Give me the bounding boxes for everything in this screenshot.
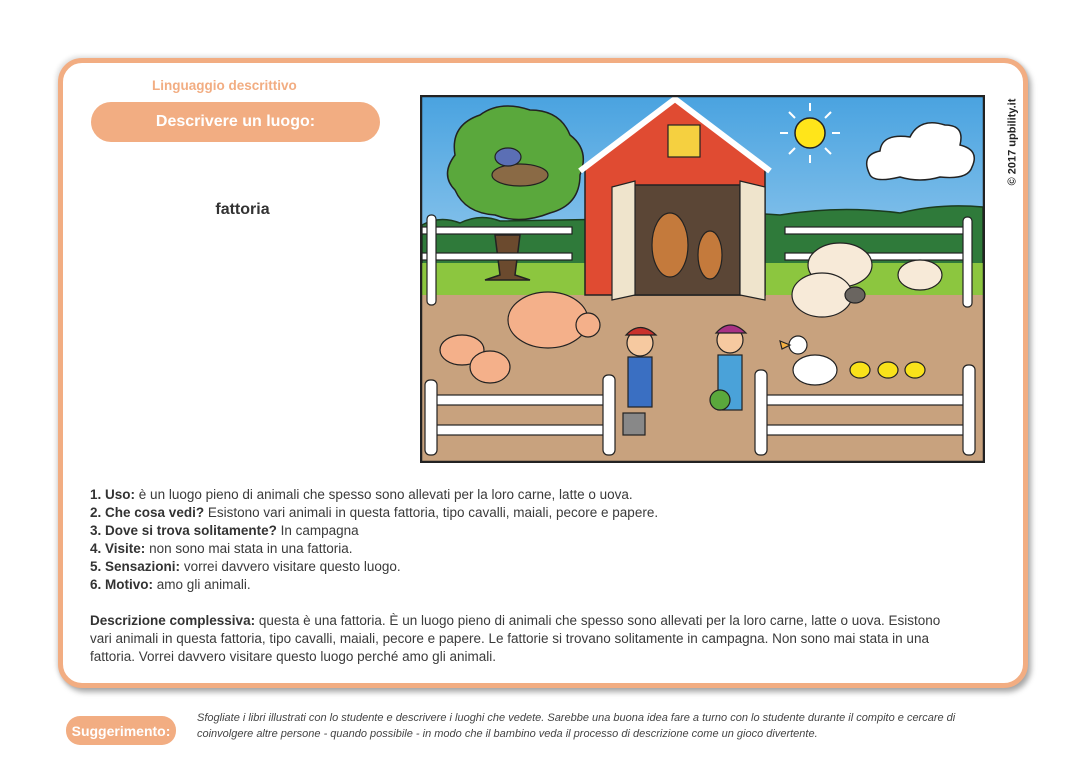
title-text: Descrivere un luogo: xyxy=(155,113,316,130)
tip-badge xyxy=(66,716,176,745)
copyright-text: © 2017 upbility.it xyxy=(1006,98,1019,186)
tip-text: Sfogliate i libri illustrati con lo studente e descrivere i luoghi che vedete. Sarebbe una buona idea fare a turno con lo studente durante il compito e cercare di coinvolgere altre persone - quando possibile - in modo che il bambino veda il processo di descrizione come un gioco divertente. xyxy=(197,712,956,740)
copyright-notice xyxy=(1002,88,1022,196)
category-label: Linguaggio descrittivo xyxy=(152,78,297,93)
question-item: 5. Sensazioni: vorrei davvero visitare questo luogo. xyxy=(90,559,401,574)
question-item: 6. Motivo: amo gli animali. xyxy=(90,577,251,592)
overall-description xyxy=(90,612,960,666)
question-item: 3. Dove si trova solitamente? In campagna xyxy=(90,523,359,538)
farm-illustration xyxy=(420,95,985,463)
place-name: fattoria xyxy=(215,201,270,218)
title-pill xyxy=(91,102,380,142)
question-item: 2. Che cosa vedi? Esistono vari animali in questa fattoria, tipo cavalli, maiali, pecore e papere. xyxy=(90,505,659,520)
question-list xyxy=(90,486,658,594)
question-item: 1. Uso: è un luogo pieno di animali che spesso sono allevati per la loro carne, latte o uova. xyxy=(90,487,633,502)
summary-label: Descrizione complessiva: xyxy=(90,613,256,628)
summary-text: questa è una fattoria. È un luogo pieno di animali che spesso sono allevati per la loro carne, latte o uova. Esistono vari animali in questa fattoria, tipo cavalli, maiali, pecore e papere. Le fattorie si trovano solitamente in campagna. Non sono mai stata in una fattoria. Vorrei davvero visitare questo luogo perché amo gli animali. xyxy=(90,613,941,664)
question-item: 4. Visite: non sono mai stata in una fattoria. xyxy=(90,541,353,556)
tip-label: Suggerimento: xyxy=(71,722,171,739)
